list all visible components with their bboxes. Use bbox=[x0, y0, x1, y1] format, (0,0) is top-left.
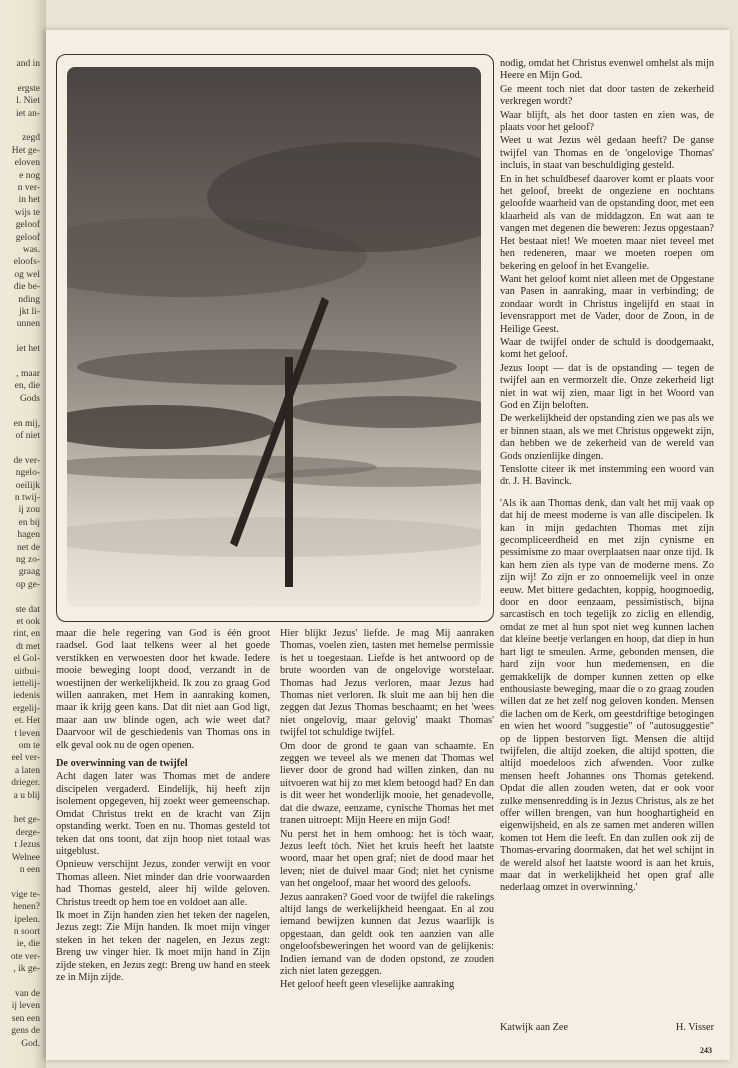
facing-page-fragment: vige te- bbox=[11, 889, 40, 900]
facing-page-fragment: n een bbox=[19, 865, 40, 875]
author-name: H. Visser bbox=[675, 1022, 714, 1033]
facing-page-fragment: og wel bbox=[14, 269, 40, 280]
paragraph: Ik moet in Zijn handen zien het teken der nagelen, Jezus zegt: Zie Mijn handen. Ik moet mijn vinger steken in het teken der nagelen, en Jezus zegt: Breng uw vinger hier. Ik moet mijn hand in Zijn zijde steken, en Jezus zegt: Breng uw hand en steek ze in Mijn zijde. bbox=[56, 909, 270, 983]
facing-page-fragment: iet an- bbox=[15, 108, 40, 119]
facing-page-fragment: l. Niet bbox=[16, 96, 40, 107]
paragraph: maar die hele regering van God is één groot raadsel. God laat telkens weer al het goede verstikken en verwoesten door het kwade. Iedere mooie beweging loopt dood, verzandt in de woestijnen der werkelijkheid. Ik zou zo graag God willen aanraken, met Hem in aanraking komen, maar ik krijg geen kans. Dat dit niet aan God ligt, maar aan uw blinde ogen, ach wie weet dat? Daarvoor wil de geschiedenis van Thomas ons in elk geval ook nu de ogen openen. bbox=[56, 628, 270, 751]
facing-page-fragment: ng zo- bbox=[15, 555, 40, 565]
facing-page-fragment: zegd bbox=[22, 133, 40, 144]
facing-page-fragment: dt met bbox=[15, 641, 40, 652]
facing-page-fragment: unnen bbox=[16, 319, 40, 330]
facing-page-fragment: Gods bbox=[19, 393, 40, 404]
facing-page-fragment: op ge- bbox=[15, 579, 40, 590]
facing-page-fragment: de ver- bbox=[13, 455, 40, 466]
facing-page-fragment: van de bbox=[14, 989, 40, 999]
facing-page-fragment: ie, die bbox=[16, 939, 40, 950]
paragraph: Nu perst het in hem omhoog: het is tòch waar, Jezus leeft tòch. Niet het kruis heeft het laatste woord, maar het open graf; niet de dood maar het leven; niet de duivel maar God; niet het cynisme van het ongeloof, maar het woord des geloofs. bbox=[280, 828, 494, 890]
facing-page-fragment: geloof bbox=[15, 232, 40, 243]
paragraph: Hier blijkt Jezus' liefde. Je mag Mij aanraken Thomas, voelen zien, tasten met hemelse permissie is het u toegestaan. Liefde is het antwoord op de brute woorden van de ongelovige worstelaar. Thomas had Jezus verloren, maar Jezus had Thomas niet verloren. Ik sluit me aan bij hen die zeggen dat Jezus Thomas beschaamt; en het 'wees niet ongelovig, maar gelovig' maakt Thomas' twijfel tot schuldige twijfel. bbox=[280, 628, 494, 739]
page bbox=[46, 30, 730, 1060]
paragraph: Ge meent toch niet dat door tasten de zekerheid verkregen wordt? bbox=[500, 83, 714, 108]
place-name: Katwijk aan Zee bbox=[500, 1022, 569, 1033]
facing-page-fragment: was. bbox=[22, 245, 40, 255]
bavinck-quote: 'Als ik aan Thomas denk, dan valt het mij vaak op dat hij de meest moderne is van alle discipelen. Ik kan in mijn gedachten Thomas met zijn gecompliceerdheid en met zijn cynisme en pessimisme zo maar overplaatsen naar onze tijd. Ik kan hem zien als type van de moderne mens. Zo zijn wij! Zo zijn er zo onnoemelijk veel in onze eeuw. Met bittere gedachten, koppig, hoogmoedig, door en door eenzaam, pessimistisch, bijna sarcastisch en toch tegelijk zo ziclig en ellendig, omdat ze met al hun spot niet weg kunnen lachen dat kleine beetje verlangen en hoop, dat diep in hun hart ligt te smeulen. Arme, gebonden mensen, die hard zijn voor hun medemensen, en die gemakkelijk de domper kunnen zetten op elke enthousiaste beweging, maar die o zo graag zouden willen dat ze het zelf nog geloven konden. Mensen die lachen om de Kerk, om geestdriftige betogingen en wien het woord "suggestie" of "autosuggestie" op de lippen bestorven ligt. Mensen die altijd twijfelen, die altijd zoeken, die altijd spotten, die altijd moedeloos zich afwenden. Voor zulke mensen heeft Johannes ons Thomas getekend. Opdat die allen zouden weten, dat er ook voor zulke mensenredding is in Jezus Christus, als ze het offer willen brengen, van hun hooghartigheid en eigenwijsheid, en als ze samen met anderen willen komen tot Hem die leeft. En dan zullen ook zij de Thomas-ervaring doormaken, dat het wel schijnt in de wereld alsof het laatste woord is aan het kruis, maar dat in werkelijkheid het open graf alle nederlaag omzet in overwinning.' bbox=[500, 497, 714, 894]
facing-page-fragment: , ik ge- bbox=[13, 964, 40, 975]
column-3 bbox=[500, 58, 714, 896]
facing-page-fragment: nding bbox=[18, 294, 40, 305]
facing-page-fragment: iettelij- bbox=[12, 679, 40, 689]
facing-page-fragment: derge- bbox=[15, 827, 40, 838]
paragraph: Weet u wat Jezus wèl gedaan heeft? De ganse twijfel van Thomas en de 'ongelovige Thomas' incluis, in staat van beschuldiging gesteld. bbox=[500, 135, 714, 172]
facing-page-fragment: gens de bbox=[11, 1026, 40, 1037]
paragraph: De werkelijkheid der opstanding zien we pas als we er binnen staan, als we met Christus opgewekt zijn, dan hebben we de zekerheid van de wereld van Gods onzienlijke dingen. bbox=[500, 413, 714, 462]
facing-page-fragment: sen een bbox=[11, 1013, 40, 1024]
paragraph: Jezus aanraken? Goed voor de twijfel die rakelings altijd langs de werkelijkheid heengaat. En al zou iemand bewijzen kunnen dat Jezus waarlijk is opgestaan, dan geldt ook ten aanzien van alle ongeloofsbeweringen het woord van de gelijkenis: Indien iemand van de doden opstond, ze zouden zich niet laten gezeggen. bbox=[280, 891, 494, 977]
paragraph: Acht dagen later was Thomas met de andere discipelen vergaderd. Eindelijk, hij heeft zijn isolement opgegeven, hij zoekt weer gemeenschap. Omdat Christus trekt en de kracht van Zijn opstanding werkt. Toen en nu. Thomas gesteld tot teken dat ons toont, dat zijn hoop niet totaal was uitgeblust. bbox=[56, 771, 270, 857]
facing-page-fragment: eloven bbox=[14, 158, 40, 169]
facing-page-fragment: of niet bbox=[15, 431, 40, 441]
facing-page-fragment: eloofs- bbox=[13, 257, 40, 268]
facing-page-fragment: het ge- bbox=[13, 815, 40, 826]
facing-page-fragment: en bij bbox=[18, 517, 40, 528]
facing-page-fragment: graag bbox=[18, 567, 40, 578]
facing-page-fragment: en, die bbox=[14, 381, 40, 392]
facing-page-fragment: , maar bbox=[16, 369, 40, 379]
paragraph: Want het geloof komt niet alleen met de Opgestane van Pasen in aanraking, maar in verbinding; de zondaar wordt in Christus ingelijfd en staat in levensrapport met de Vader, door de Zoon, in de Heilige Geest. bbox=[500, 273, 714, 335]
facing-page-fragment: iedenis bbox=[13, 691, 40, 702]
column-2 bbox=[280, 628, 494, 993]
photo-frame bbox=[56, 54, 494, 622]
paragraph: Het geloof heeft geen vleselijke aanraking bbox=[280, 979, 455, 991]
facing-page-fragment: om te bbox=[18, 741, 40, 751]
facing-page-fragment: ergste bbox=[17, 83, 40, 94]
paragraph: Opnieuw verschijnt Jezus, zonder verwijt en voor Thomas alleen. Niet minder dan drie voorwaarden had Thomas gesteld, aleer hij wilde geloven. Christus treedt op hem toe en voldoet aan alle. bbox=[56, 859, 270, 908]
facing-page-fragment: n twij- bbox=[14, 493, 40, 503]
facing-page-fragment: net de bbox=[17, 542, 40, 553]
paragraph: nodig, omdat het Christus evenwel omhelst als mijn Heere en Mijn God. bbox=[500, 58, 714, 82]
facing-page-fragment: geloof bbox=[15, 220, 40, 231]
facing-page-fragment: God. bbox=[21, 1038, 40, 1049]
cross-photo bbox=[67, 67, 481, 607]
paragraph: Waar blijft, als het door tasten en zien was, de plaats voor het geloof? bbox=[500, 109, 714, 134]
facing-page-fragment: a laten bbox=[14, 765, 40, 776]
facing-page-fragment: drieger. bbox=[11, 778, 40, 789]
facing-page-fragment: oeilijk bbox=[15, 480, 40, 491]
paragraph: Waar de twijfel onder de schuld is doodgemaakt, komt het geloof. bbox=[500, 336, 714, 361]
facing-page-fragment: et ook bbox=[16, 617, 40, 627]
facing-page-fragment: n soort bbox=[13, 927, 40, 937]
paragraph: Jezus loopt — dat is de opstanding — tegen de twijfel aan en vermorzelt die. Onze zekerheid ligt niet in wat wij zien, maar ligt in het Woord van God en Zijn beloften. bbox=[500, 362, 714, 411]
facing-page-fragment: et. Het bbox=[14, 716, 40, 727]
facing-page-fragment: Het ge- bbox=[11, 145, 40, 156]
facing-page-fragment: wijs te bbox=[14, 207, 40, 218]
facing-page-fragment: ste dat bbox=[15, 604, 40, 615]
facing-page-fragment: ij zou bbox=[18, 505, 40, 516]
facing-page-fragment: iet het bbox=[16, 344, 40, 355]
facing-page-fragment: uitbui- bbox=[14, 666, 40, 677]
facing-page-fragment: t Jezus bbox=[14, 840, 40, 851]
facing-page-fragment: Welnee bbox=[11, 852, 40, 863]
facing-page-fragment: ote ver- bbox=[10, 951, 40, 962]
facing-page-fragment: e nog bbox=[19, 170, 40, 181]
facing-page-fragment: ergelij- bbox=[12, 703, 40, 714]
page-number: 243 bbox=[700, 1046, 712, 1055]
facing-page-fragment: a u blij bbox=[13, 790, 40, 801]
facing-page-fragment: el Gol- bbox=[13, 654, 40, 665]
facing-page-fragment: n ver- bbox=[17, 183, 40, 193]
facing-page-fragment: ngelo- bbox=[15, 468, 40, 479]
facing-page-fragment: ipelen. bbox=[14, 914, 40, 925]
column-1 bbox=[56, 628, 270, 985]
facing-page-fragment: die be- bbox=[13, 282, 40, 293]
facing-page-fragment: hagen bbox=[17, 530, 40, 541]
cross-at-dusk-illustration bbox=[67, 67, 481, 607]
paragraph: En in het schuldbesef daarover komt er plaats voor het geloof, breekt de ongeziene en nochtans geloofde waarheid van de opstanding door, met een klaarheid als van de middagzon. En wat aan te vangen met degenen die beweren: Jezus opgestaan? Het bestaat niet! We moeten maar niet teveel met hen redeneren, maar we moeten roepen om bekering en geloof in het Evangelie. bbox=[500, 173, 714, 272]
paragraph: Om door de grond te gaan van schaamte. En zeggen we teveel als we menen dat Thomas wel liever door de grond had willen zinken, dan nu uitvoeren wat hij zo met klem betoogd had? En dan is dit weer het wonderlijk mooie, het genadevolle, dat die dwaze, eenzame, cynische Thomas het met tranen uitroept: Mijn Heere en mijn God! bbox=[280, 740, 494, 827]
paragraph: Tenslotte citeer ik met instemming een woord van dr. J. H. Bavinck. bbox=[500, 464, 714, 488]
facing-page-fragment: jkt li- bbox=[19, 307, 40, 317]
facing-page-fragment: rint, en bbox=[13, 629, 40, 640]
facing-page-edge bbox=[0, 0, 46, 1068]
section-heading: De overwinning van de twijfel bbox=[56, 758, 188, 770]
facing-page-fragment: en mij, bbox=[13, 418, 40, 429]
facing-page-fragment: t leven bbox=[14, 728, 40, 739]
facing-page-fragment: ij leven bbox=[11, 1001, 40, 1012]
facing-page-fragment: henen? bbox=[13, 902, 40, 913]
facing-page-fragment: and in bbox=[16, 59, 40, 69]
facing-page-fragment: eel ver- bbox=[11, 753, 40, 764]
facing-page-fragment: in het bbox=[18, 195, 40, 206]
